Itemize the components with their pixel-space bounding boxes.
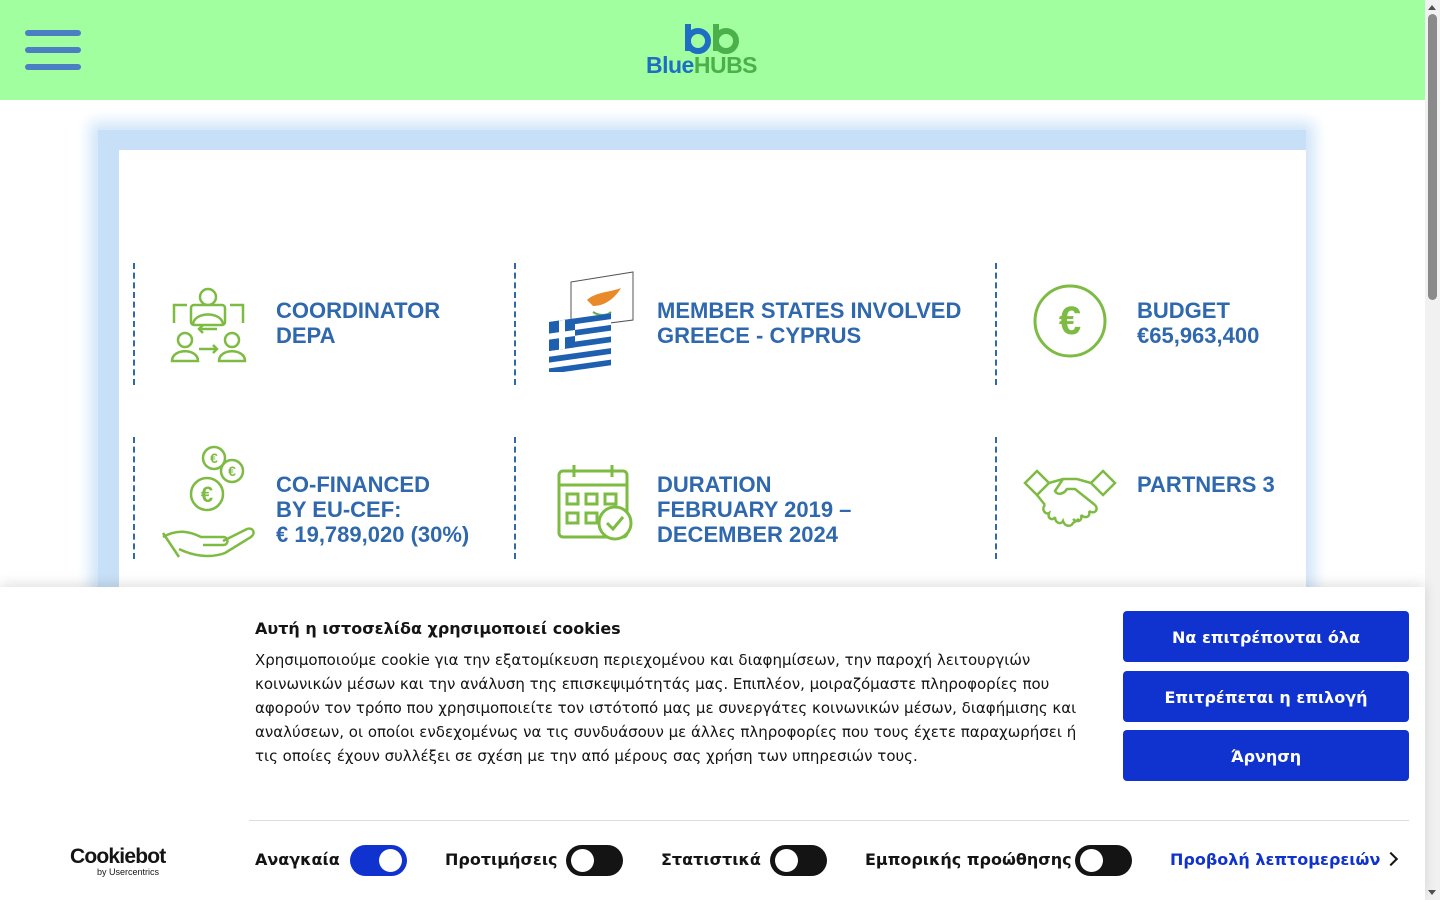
cookiebot-brand-sub: by Usercentrics [97,867,160,877]
svg-text:€: € [1058,299,1082,343]
handshake-icon [1023,469,1117,529]
co-financed-cell [119,437,499,562]
cell-line: FEBRUARY 2019 – [657,497,852,522]
cell-line: DECEMBER 2024 [657,522,838,547]
cell-line: COORDINATOR [276,298,441,323]
chevron-right-icon[interactable] [1384,852,1398,866]
cell-line: DURATION [657,472,772,497]
cell-line: €65,963,400 [1137,323,1260,348]
deny-button[interactable]: Άρνηση [1123,730,1409,781]
cell-line: BY EU-CEF: [276,497,402,522]
toggle-label-statistics: Στατιστικά [661,850,761,869]
budget-cell [997,263,1306,388]
statistics-toggle[interactable] [770,845,827,876]
project-infographic [98,130,1306,600]
coordinator-icon [169,285,249,363]
toggle-knob [379,849,402,872]
scroll-down-arrow-icon[interactable] [1428,890,1436,895]
toggle-label-necessary: Αναγκαία [255,850,340,869]
coordinator-cell [119,263,499,388]
svg-text:€: € [228,463,236,479]
cell-line: GREECE - CYPRUS [657,323,862,348]
partners-cell [997,437,1306,562]
duration-text [657,472,851,547]
flags-icon [549,268,637,372]
scroll-up-arrow-icon[interactable] [1428,5,1436,10]
cookie-title: Αυτή η ιστοσελίδα χρησιμοποιεί cookies [255,619,621,638]
euro-icon [1032,283,1108,359]
toggle-knob [571,849,594,872]
cell-line: BUDGET [1137,298,1230,323]
logo-text-blue: Blue [646,52,694,78]
coordinator-text [276,298,440,348]
cell-line: PARTNERS 3 [1137,472,1275,497]
allow-all-button[interactable]: Να επιτρέπονται όλα [1123,611,1409,662]
logo-wordmark [646,52,757,79]
hamburger-menu-icon[interactable] [25,30,81,70]
infographic-panel [119,150,1306,600]
show-details-link[interactable]: Προβολή λεπτομερειών [1170,850,1381,869]
svg-text:€: € [210,450,218,466]
calendar-icon [556,463,634,543]
co-financed-text [276,472,469,547]
logo-text-hubs: HUBS [693,52,758,78]
scroll-thumb[interactable] [1428,14,1437,300]
cell-line: DEPA [276,323,336,348]
duration-cell [516,437,986,562]
toggle-knob [775,849,798,872]
toggle-knob [1080,849,1103,872]
page-scrollbar[interactable] [1425,0,1440,900]
co-financed-icon [159,445,257,559]
preferences-toggle[interactable] [566,845,623,876]
necessary-toggle[interactable] [350,845,407,876]
bluehubs-logo[interactable] [646,22,780,78]
member-states-text [657,298,961,348]
cell-line: CO-FINANCED [276,472,430,497]
member-states-cell [516,263,986,388]
toggle-label-preferences: Προτιμήσεις [445,850,558,869]
partners-text [1137,472,1275,497]
allow-selection-button[interactable]: Επιτρέπεται η επιλογή [1123,671,1409,722]
cookiebot-logo[interactable] [70,845,174,879]
toggle-label-marketing: Εμπορικής προώθησης [865,850,1072,869]
cell-line: MEMBER STATES INVOLVED [657,298,962,323]
divider [249,820,1409,821]
budget-text [1137,298,1259,348]
logo-mark-icon [646,22,780,56]
cookie-consent-banner [0,587,1425,900]
site-header [0,0,1425,100]
marketing-toggle[interactable] [1075,845,1132,876]
svg-text:€: € [200,482,214,507]
cookie-description: Χρησιμοποιούμε cookie για την εξατομίκευση περιεχομένου και διαφημίσεων, την παροχή λειτουργιών κοινωνικών μέσων και την ανάλυση της επισκεψιμότητάς μας. Επιπλέον, μοιραζόμαστε πληροφορίες που αφορούν τον τρόπο που χρησιμοποιείτε τον ιστότοπό μας με συνεργάτες κοινωνικών μέσων, διαφήμισης και αναλύσεων, οι οποίοι ενδεχομένως να τις συνδυάσουν με άλλες πληροφορίες που τους έχετε παραχωρήσει ή τις οποίες έχουν συλλέξει σε σχέση με την από μέρους σας χρήση των υπηρεσιών τους. [255,651,1077,765]
cookiebot-brand: Cookiebot [70,845,166,868]
cell-line: € 19,789,020 (30%) [276,522,470,547]
